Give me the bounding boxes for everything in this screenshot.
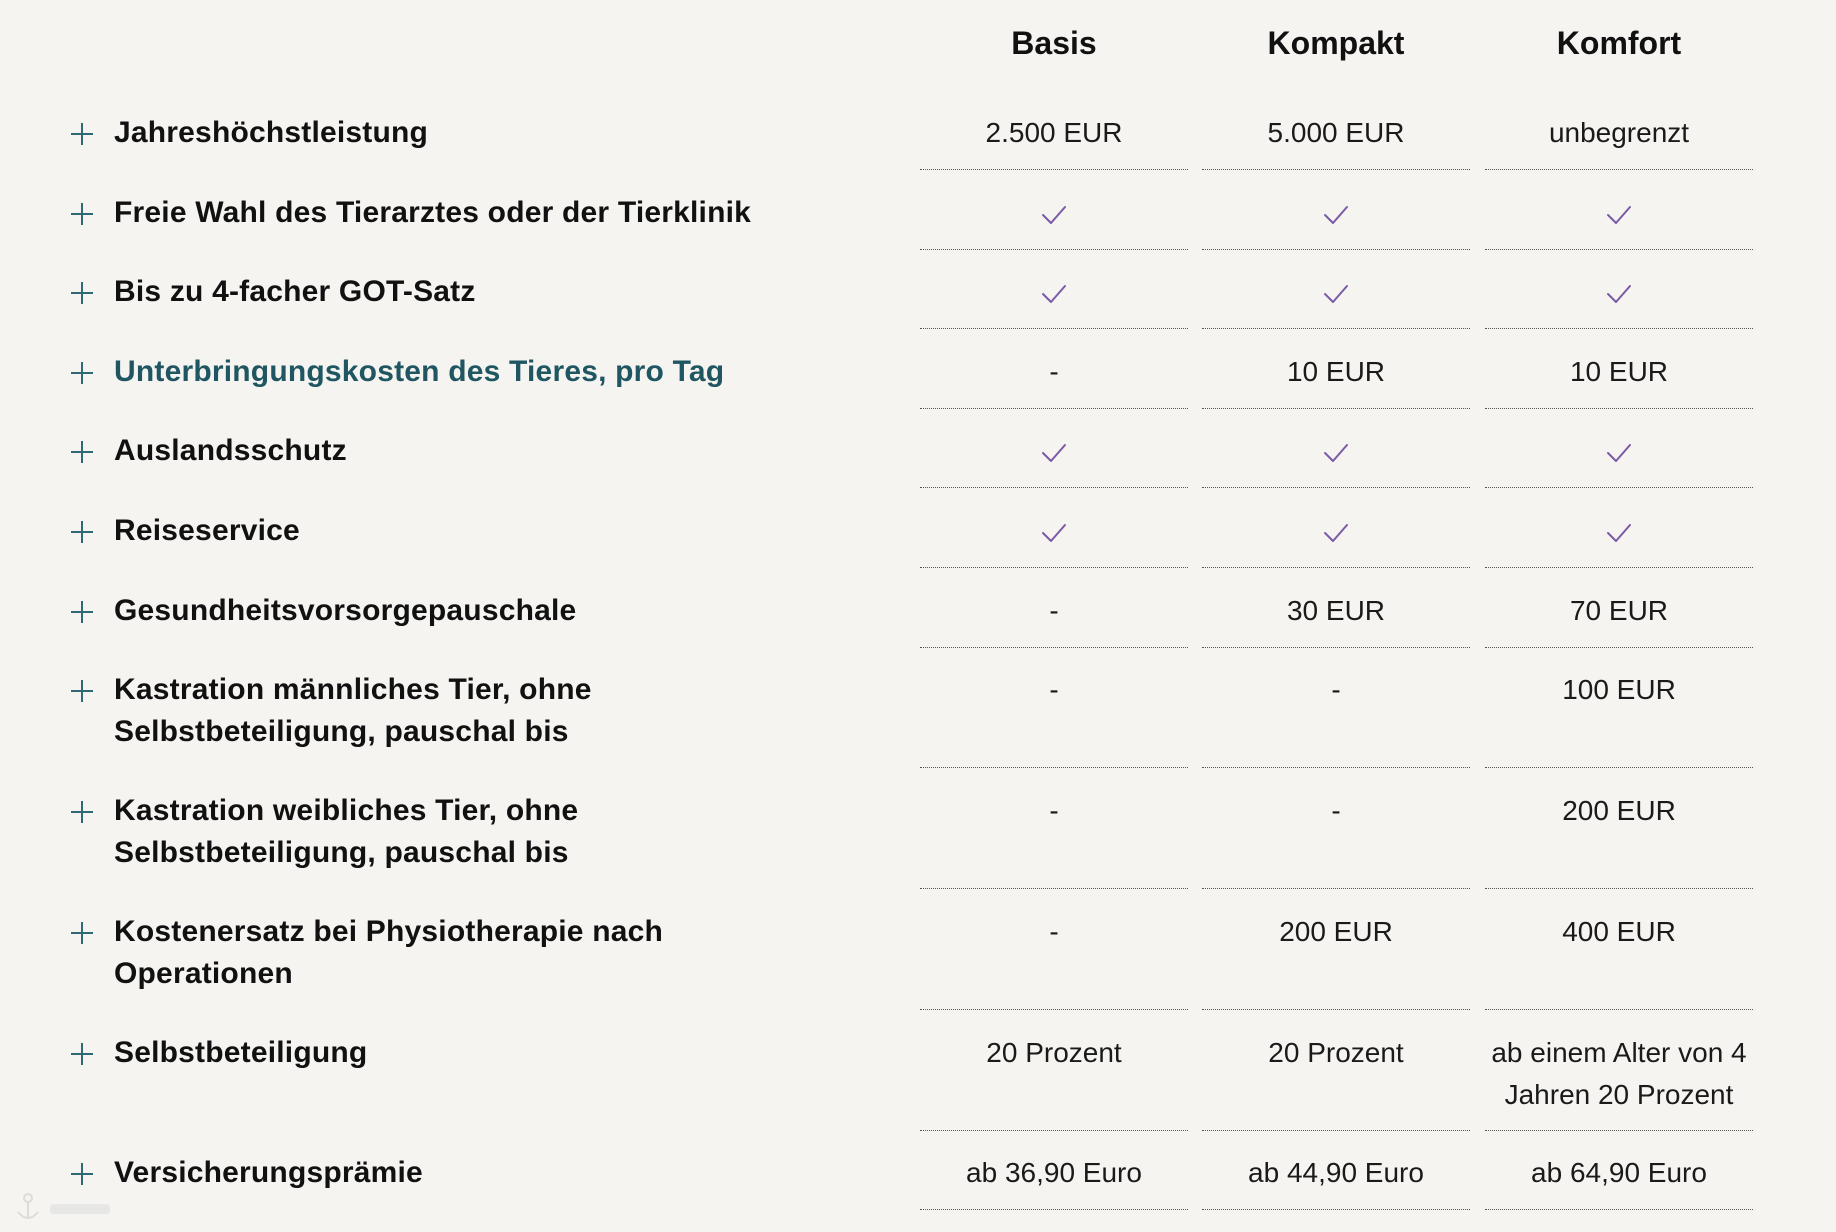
cell-basis xyxy=(920,510,1188,568)
row-label[interactable]: Selbstbeteiligung xyxy=(114,1036,368,1069)
plan-header-komfort: Komfort xyxy=(1556,25,1682,61)
plus-icon[interactable] xyxy=(68,1040,96,1068)
cell-basis: ab 36,90 Euro xyxy=(920,1152,1188,1210)
plus-icon[interactable] xyxy=(68,798,96,826)
cell-kompakt: 30 EUR xyxy=(1202,590,1470,648)
cell-basis xyxy=(920,430,1188,488)
cell-kompakt: 5.000 EUR xyxy=(1202,112,1470,170)
row-label[interactable]: Gesundheitsvorsorgepauschale xyxy=(114,594,577,627)
cell-komfort xyxy=(1485,510,1753,568)
check-icon xyxy=(1321,203,1351,227)
plus-icon[interactable] xyxy=(68,120,96,148)
cell-basis: - xyxy=(920,669,1188,768)
check-icon xyxy=(1039,441,1069,465)
row-label[interactable]: Kastration männliches Tier, ohne Selbstbeteiligung, pauschal bis xyxy=(114,673,592,748)
row-label[interactable]: Unterbringungskosten des Tieres, pro Tag xyxy=(114,355,725,388)
check-icon xyxy=(1039,282,1069,306)
row-label[interactable]: Bis zu 4-facher GOT-Satz xyxy=(114,275,476,308)
check-icon xyxy=(1039,521,1069,545)
cell-komfort xyxy=(1485,192,1753,250)
plus-icon[interactable] xyxy=(68,359,96,387)
check-icon xyxy=(1039,203,1069,227)
cell-kompakt: 20 Prozent xyxy=(1202,1032,1470,1131)
cell-komfort: ab 64,90 Euro xyxy=(1485,1152,1753,1210)
cell-basis: - xyxy=(920,911,1188,1010)
plus-icon[interactable] xyxy=(68,677,96,705)
cell-kompakt: ab 44,90 Euro xyxy=(1202,1152,1470,1210)
row-label[interactable]: Auslandsschutz xyxy=(114,434,347,467)
row-label[interactable]: Versicherungsprämie xyxy=(114,1156,423,1189)
cell-kompakt: - xyxy=(1202,790,1470,889)
cell-basis: - xyxy=(920,790,1188,889)
check-icon xyxy=(1604,203,1634,227)
cell-basis: - xyxy=(920,590,1188,648)
plus-icon[interactable] xyxy=(68,200,96,228)
cell-komfort: 200 EUR xyxy=(1485,790,1753,889)
cell-basis: 20 Prozent xyxy=(920,1032,1188,1131)
cell-komfort: 100 EUR xyxy=(1485,669,1753,768)
cell-kompakt xyxy=(1202,510,1470,568)
cell-basis: 2.500 EUR xyxy=(920,112,1188,170)
cell-kompakt: 10 EUR xyxy=(1202,351,1470,409)
cell-komfort: 400 EUR xyxy=(1485,911,1753,1010)
cell-kompakt: - xyxy=(1202,669,1470,768)
cell-komfort: 70 EUR xyxy=(1485,590,1753,648)
check-icon xyxy=(1321,282,1351,306)
plan-header-basis: Basis xyxy=(1011,25,1097,61)
cell-kompakt: 200 EUR xyxy=(1202,911,1470,1010)
cell-komfort: unbegrenzt xyxy=(1485,112,1753,170)
cell-komfort xyxy=(1485,430,1753,488)
cell-basis xyxy=(920,192,1188,250)
cell-basis xyxy=(920,271,1188,329)
row-label[interactable]: Jahreshöchstleistung xyxy=(114,116,429,149)
row-label[interactable]: Reiseservice xyxy=(114,514,300,547)
check-icon xyxy=(1604,441,1634,465)
cell-basis: - xyxy=(920,351,1188,409)
plus-icon[interactable] xyxy=(68,279,96,307)
cell-kompakt xyxy=(1202,192,1470,250)
plus-icon[interactable] xyxy=(68,919,96,947)
cell-kompakt xyxy=(1202,271,1470,329)
row-label[interactable]: Kastration weibliches Tier, ohne Selbstbeteiligung, pauschal bis xyxy=(114,794,579,869)
plus-icon[interactable] xyxy=(68,438,96,466)
check-icon xyxy=(1604,282,1634,306)
plus-icon[interactable] xyxy=(68,1160,96,1188)
check-icon xyxy=(1321,521,1351,545)
row-label[interactable]: Freie Wahl des Tierarztes oder der Tierklinik xyxy=(114,196,752,229)
plus-icon[interactable] xyxy=(68,518,96,546)
check-icon xyxy=(1321,441,1351,465)
cell-komfort xyxy=(1485,271,1753,329)
row-label[interactable]: Kostenersatz bei Physiotherapie nach Operationen xyxy=(114,915,664,990)
cell-komfort: ab einem Alter von 4 Jahren 20 Prozent xyxy=(1485,1032,1753,1131)
cell-kompakt xyxy=(1202,430,1470,488)
check-icon xyxy=(1604,521,1634,545)
watermark-logo xyxy=(10,1188,120,1224)
plan-header-kompakt: Kompakt xyxy=(1267,25,1405,61)
cell-komfort: 10 EUR xyxy=(1485,351,1753,409)
plus-icon[interactable] xyxy=(68,598,96,626)
